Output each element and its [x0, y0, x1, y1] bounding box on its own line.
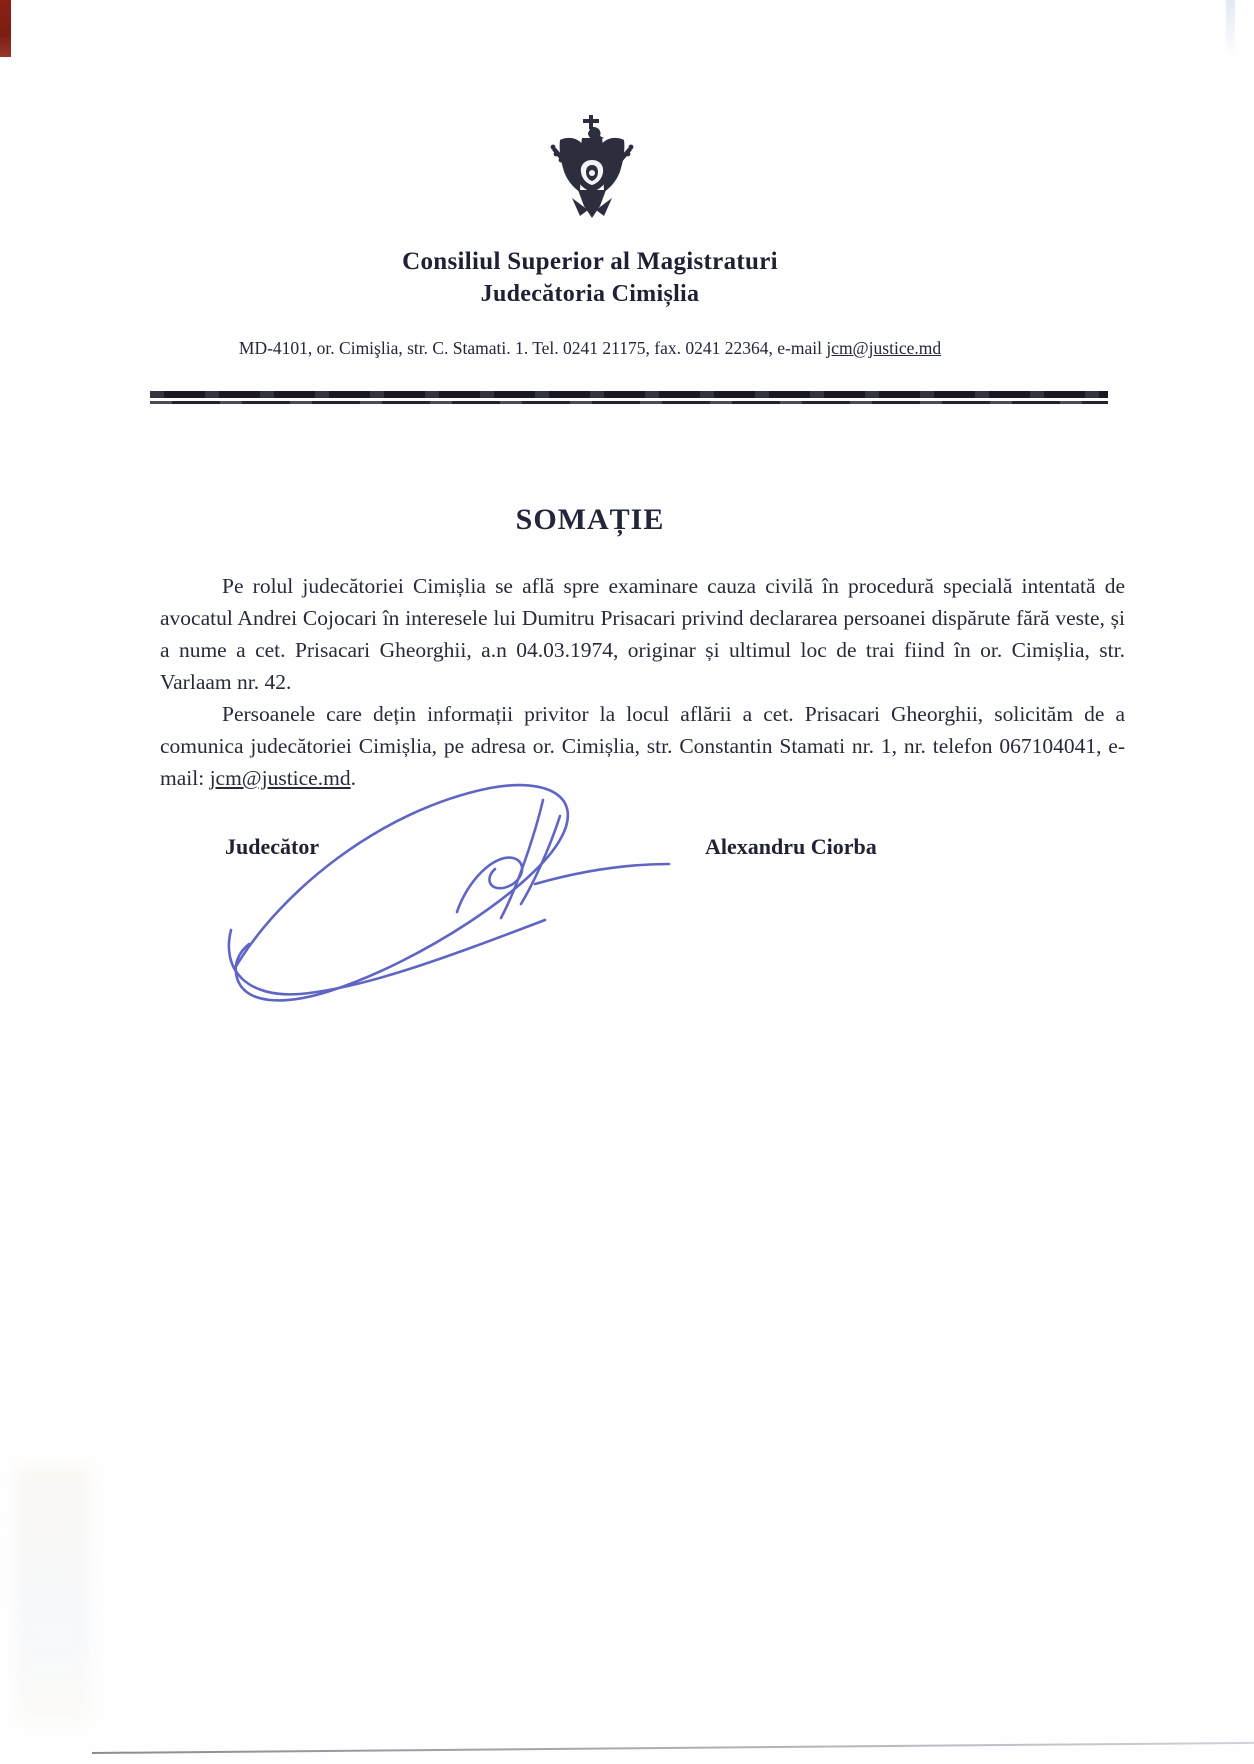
header-rule-thin — [150, 401, 1108, 404]
judge-name: Alexandru Ciorba — [705, 834, 877, 859]
header-rule — [150, 391, 1108, 404]
document-title: SOMAȚIE — [515, 503, 665, 536]
judge-role-label: Judecător — [225, 834, 320, 859]
address-line — [60, 338, 1120, 359]
document-body — [160, 570, 1125, 794]
scan-edge-streak — [1226, 0, 1235, 56]
body-email: jcm@justice.md — [209, 766, 351, 790]
org-name-line2: Judecătoria Cimișlia — [480, 281, 700, 307]
scan-corner-mark — [0, 0, 11, 57]
org-name-line1: Consiliul Superior al Magistraturi — [402, 248, 778, 275]
scan-smudge — [16, 1468, 90, 1723]
paragraph-2-period: . — [350, 766, 356, 790]
header-rule-thick — [150, 391, 1108, 398]
paragraph-1: Pe rolul judecătoriei Cimișlia se află spre examinare cauza civilă în procedură specială intentată de avocatul Andrei Cojocari în interesele lui Dumitru Prisacari privind declararea persoanei dispărute fără veste, și a nume a cet. Prisacari Gheorghii, a.n 04.03.1974, originar și ultimul loc de trai fiind în or. Cimișlia, str. Varlaam nr. 42. — [160, 574, 1125, 694]
paragraph-2-text: Persoanele care dețin informații privitor la locul aflării a cet. Prisacari Gheorghii, solicităm de a comunica judecătoriei Cimișlia, pe adresa or. Cimișlia, str. Constantin Stamati nr. 1, nr. telefon 067104041, e-mail: — [160, 702, 1125, 790]
address-text: MD-4101, or. Cimişlia, str. C. Stamati. 1. Tel. 0241 21175, fax. 0241 22364, e-mail — [238, 338, 827, 358]
moldova-coat-of-arms-icon — [544, 114, 640, 228]
scan-bottom-line — [92, 1742, 1254, 1754]
judge-signature — [205, 772, 685, 1012]
header-email: jcm@justice.md — [826, 338, 942, 358]
